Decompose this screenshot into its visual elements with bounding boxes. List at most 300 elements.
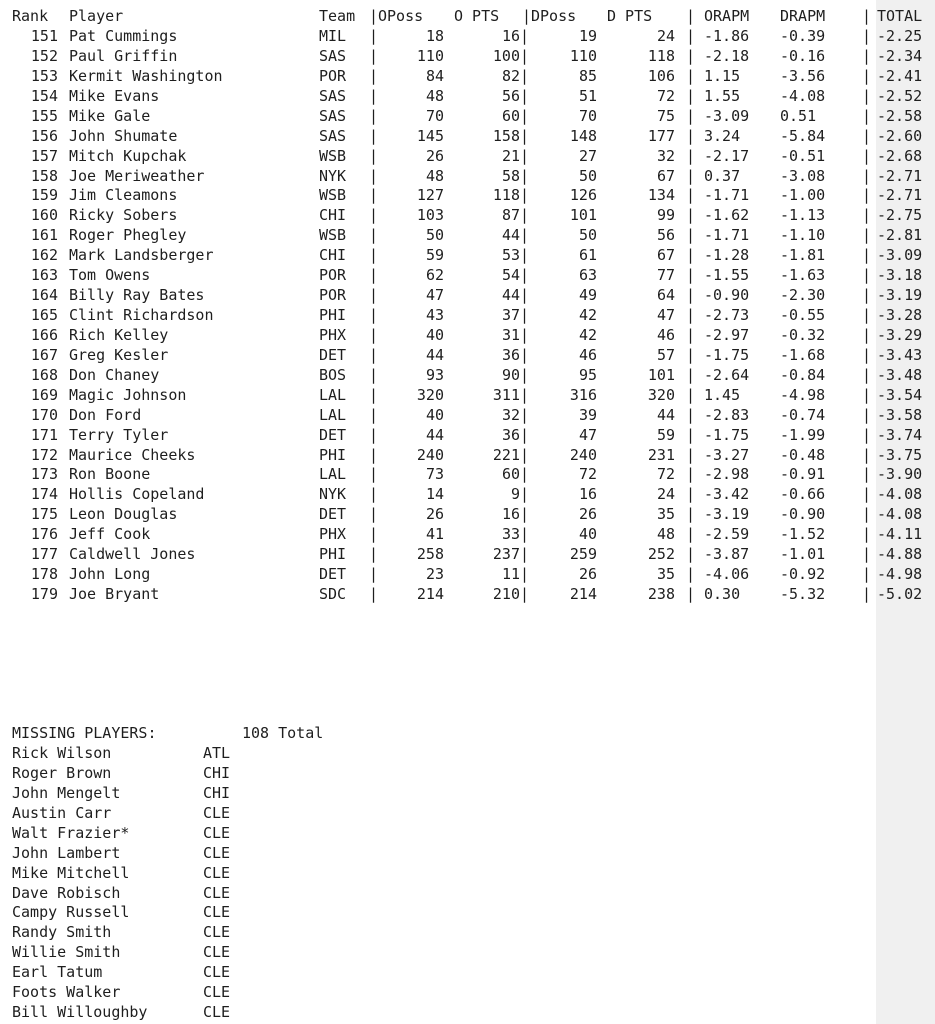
cell-oposs: 50	[425, 226, 444, 245]
cell-player: Rich Kelley	[69, 325, 169, 344]
cell-orapm: 1.15	[704, 66, 741, 85]
cell-drapm: -5.84	[780, 126, 826, 145]
missing-player-name: Randy Smith	[12, 923, 112, 942]
column-separator: |	[862, 345, 872, 364]
column-separator: |	[520, 485, 530, 504]
column-separator: |	[686, 385, 696, 404]
column-separator: |	[520, 365, 530, 384]
cell-opts: 90	[501, 365, 520, 384]
cell-team: PHI	[319, 545, 347, 564]
cell-team: POR	[319, 266, 347, 285]
missing-player-name: John Mengelt	[12, 783, 121, 802]
cell-total: -3.19	[877, 286, 923, 305]
column-separator: |	[369, 166, 379, 185]
cell-dposs: 49	[578, 286, 597, 305]
cell-total: -4.08	[877, 485, 923, 504]
cell-rank: 176	[30, 525, 58, 544]
cell-drapm: -1.01	[780, 545, 826, 564]
column-separator: |	[686, 365, 696, 384]
missing-total: 108 Total	[242, 724, 324, 742]
cell-player: Clint Richardson	[69, 306, 214, 325]
missing-player-team: CLE	[203, 823, 231, 842]
column-separator: |	[520, 345, 530, 364]
cell-dpts: 134	[647, 186, 675, 205]
cell-total: -2.25	[877, 27, 923, 45]
column-separator: |	[369, 325, 379, 344]
cell-opts: 44	[501, 286, 520, 305]
cell-dposs: 214	[569, 585, 597, 604]
cell-dposs: 39	[578, 405, 597, 424]
cell-total: -3.90	[877, 465, 923, 484]
missing-player-name: Dave Robisch	[12, 883, 121, 902]
cell-team: PHX	[319, 325, 347, 344]
column-separator: |	[520, 545, 530, 564]
cell-dposs: 26	[578, 505, 597, 524]
cell-oposs: 214	[416, 585, 444, 604]
header-orapm: ORAPM	[704, 7, 750, 25]
cell-orapm: -3.42	[704, 485, 750, 504]
cell-dposs: 85	[578, 66, 597, 85]
cell-opts: 53	[501, 246, 520, 265]
cell-opts: 54	[501, 266, 520, 285]
missing-header	[0, 723, 324, 743]
cell-player: Joe Meriweather	[69, 166, 205, 185]
column-separator: |	[520, 126, 530, 145]
cell-dpts: 56	[656, 226, 675, 245]
missing-player-name: Rick Wilson	[12, 744, 112, 762]
cell-total: -3.75	[877, 445, 923, 464]
cell-orapm: -1.75	[704, 345, 750, 364]
column-separator: |	[862, 86, 872, 105]
cell-team: SAS	[319, 86, 347, 105]
cell-orapm: -3.27	[704, 445, 750, 464]
cell-opts: 87	[501, 206, 520, 225]
cell-total: -4.98	[877, 565, 923, 584]
missing-player-name: Austin Carr	[12, 803, 112, 822]
cell-oposs: 23	[425, 565, 444, 584]
cell-player: Magic Johnson	[69, 385, 187, 404]
cell-opts: 31	[501, 325, 520, 344]
cell-team: WSB	[319, 186, 347, 205]
cell-opts: 44	[501, 226, 520, 245]
cell-rank: 154	[30, 86, 58, 105]
column-separator: |	[520, 186, 530, 205]
cell-oposs: 40	[425, 325, 444, 344]
cell-opts: 36	[501, 425, 520, 444]
missing-player-name: Campy Russell	[12, 903, 130, 922]
cell-oposs: 70	[425, 106, 444, 125]
cell-rank: 161	[30, 226, 58, 245]
column-separator: |	[686, 206, 696, 225]
cell-dpts: 77	[656, 266, 675, 285]
cell-opts: 210	[492, 585, 520, 604]
missing-player-team: CLE	[203, 943, 231, 962]
cell-orapm: -2.97	[704, 325, 750, 344]
header-opts: O PTS	[454, 7, 500, 25]
cell-dposs: 70	[578, 106, 597, 125]
column-separator: |	[686, 106, 696, 125]
cell-dpts: 252	[647, 545, 675, 564]
cell-team: LAL	[319, 465, 347, 484]
cell-dpts: 320	[647, 385, 675, 404]
column-separator: |	[369, 385, 379, 404]
cell-orapm: -2.17	[704, 146, 750, 165]
cell-player: Jeff Cook	[69, 525, 151, 544]
column-separator: |	[686, 445, 696, 464]
cell-player: Mark Landsberger	[69, 246, 214, 265]
column-separator: |	[686, 27, 696, 45]
column-separator: |	[686, 485, 696, 504]
cell-oposs: 44	[425, 345, 444, 364]
column-separator: |	[686, 585, 696, 604]
cell-total: -2.75	[877, 206, 923, 225]
header-dpts: D PTS	[607, 7, 653, 25]
cell-rank: 173	[30, 465, 58, 484]
cell-drapm: -4.08	[780, 86, 826, 105]
cell-oposs: 26	[425, 505, 444, 524]
cell-team: POR	[319, 286, 347, 305]
column-separator: |	[520, 266, 530, 285]
column-separator: |	[686, 86, 696, 105]
cell-drapm: -1.99	[780, 425, 826, 444]
cell-team: DET	[319, 565, 347, 584]
cell-dpts: 47	[656, 306, 675, 325]
missing-player-team: CLE	[203, 803, 231, 822]
cell-opts: 58	[501, 166, 520, 185]
cell-dpts: 72	[656, 465, 675, 484]
column-separator: |	[686, 246, 696, 265]
cell-rank: 151	[30, 27, 58, 45]
column-separator: |	[686, 525, 696, 544]
cell-team: NYK	[319, 485, 347, 504]
cell-oposs: 258	[416, 545, 444, 564]
column-separator: |	[520, 325, 530, 344]
cell-dposs: 46	[578, 345, 597, 364]
cell-drapm: -0.48	[780, 445, 826, 464]
cell-rank: 152	[30, 46, 58, 65]
cell-oposs: 93	[425, 365, 444, 384]
cell-orapm: -1.28	[704, 246, 750, 265]
cell-dpts: 67	[656, 246, 675, 265]
missing-player-team: CLE	[203, 1003, 231, 1022]
cell-orapm: -3.09	[704, 106, 750, 125]
column-separator: |	[369, 565, 379, 584]
column-separator: |	[862, 505, 872, 524]
column-separator: |	[686, 505, 696, 524]
cell-drapm: 0.51	[780, 106, 817, 125]
cell-drapm: -0.32	[780, 325, 826, 344]
column-separator: |	[520, 86, 530, 105]
cell-player: Hollis Copeland	[69, 485, 205, 504]
cell-opts: 36	[501, 345, 520, 364]
cell-total: -3.48	[877, 365, 923, 384]
cell-opts: 118	[492, 186, 520, 205]
column-separator: |	[862, 66, 872, 85]
cell-player: Leon Douglas	[69, 505, 178, 524]
cell-team: POR	[319, 66, 347, 85]
column-separator: |	[369, 186, 379, 205]
cell-total: -2.52	[877, 86, 923, 105]
missing-player-team: CHI	[203, 763, 231, 782]
table-header	[0, 6, 923, 26]
cell-dpts: 72	[656, 86, 675, 105]
missing-player-name: Earl Tatum	[12, 963, 103, 982]
missing-player-name: John Lambert	[12, 843, 121, 862]
cell-player: John Long	[69, 565, 151, 584]
missing-player-name: Roger Brown	[12, 763, 112, 782]
column-separator: |	[369, 27, 379, 45]
missing-player-team: CLE	[203, 903, 231, 922]
cell-oposs: 103	[416, 206, 444, 225]
column-separator: |	[862, 325, 872, 344]
column-separator: |	[369, 286, 379, 305]
cell-opts: 221	[492, 445, 520, 464]
cell-orapm: -1.62	[704, 206, 750, 225]
missing-player-team: CLE	[203, 983, 231, 1002]
missing-player-name: Bill Willoughby	[12, 1003, 148, 1022]
column-separator: |	[686, 425, 696, 444]
column-separator: |	[369, 66, 379, 85]
cell-drapm: -0.51	[780, 146, 826, 165]
cell-dpts: 101	[647, 365, 675, 384]
cell-total: -3.29	[877, 325, 923, 344]
cell-total: -3.43	[877, 345, 923, 364]
column-separator: |	[862, 206, 872, 225]
column-separator: |	[369, 226, 379, 245]
cell-player: Tom Owens	[69, 266, 151, 285]
column-separator: |	[520, 166, 530, 185]
cell-opts: 32	[501, 405, 520, 424]
cell-oposs: 240	[416, 445, 444, 464]
cell-dpts: 44	[656, 405, 675, 424]
cell-team: SAS	[319, 46, 347, 65]
column-separator: |	[862, 146, 872, 165]
cell-opts: 56	[501, 86, 520, 105]
cell-rank: 163	[30, 266, 58, 285]
cell-player: Billy Ray Bates	[69, 286, 205, 305]
column-separator: |	[520, 385, 530, 404]
column-separator: |	[369, 405, 379, 424]
cell-drapm: -1.10	[780, 226, 826, 245]
cell-orapm: -2.73	[704, 306, 750, 325]
cell-oposs: 26	[425, 146, 444, 165]
column-separator: |	[862, 286, 872, 305]
header-dposs: DPoss	[531, 7, 577, 25]
column-separator: |	[520, 106, 530, 125]
cell-player: Mike Gale	[69, 106, 151, 125]
column-separator: |	[686, 126, 696, 145]
cell-orapm: -1.86	[704, 27, 750, 45]
cell-dposs: 27	[578, 146, 597, 165]
cell-team: WSB	[319, 226, 347, 245]
cell-opts: 158	[492, 126, 520, 145]
cell-rank: 162	[30, 246, 58, 265]
cell-player: Roger Phegley	[69, 226, 187, 245]
column-separator: |	[862, 585, 872, 604]
cell-dpts: 24	[656, 27, 675, 45]
cell-team: DET	[319, 425, 347, 444]
column-separator: |	[520, 425, 530, 444]
column-separator: |	[520, 286, 530, 305]
column-separator: |	[369, 525, 379, 544]
column-separator: |	[686, 405, 696, 424]
cell-orapm: -2.18	[704, 46, 750, 65]
cell-opts: 16	[501, 505, 520, 524]
cell-opts: 60	[501, 106, 520, 125]
cell-drapm: -3.56	[780, 66, 826, 85]
column-separator: |	[369, 266, 379, 285]
cell-opts: 9	[510, 485, 520, 504]
cell-orapm: -4.06	[704, 565, 750, 584]
column-separator: |	[369, 465, 379, 484]
cell-drapm: -0.92	[780, 565, 826, 584]
column-separator: |	[520, 525, 530, 544]
column-separator: |	[862, 445, 872, 464]
cell-player: Ricky Sobers	[69, 206, 178, 225]
column-separator: |	[686, 66, 696, 85]
missing-player-team: CLE	[203, 843, 231, 862]
cell-team: MIL	[319, 27, 347, 45]
cell-dpts: 24	[656, 485, 675, 504]
cell-rank: 157	[30, 146, 58, 165]
missing-player-team: CLE	[203, 963, 231, 982]
column-separator: |	[862, 365, 872, 384]
missing-player-name: Walt Frazier*	[12, 823, 130, 842]
cell-oposs: 44	[425, 425, 444, 444]
cell-dposs: 95	[578, 365, 597, 384]
cell-oposs: 48	[425, 166, 444, 185]
column-separator: |	[369, 485, 379, 504]
missing-title: MISSING PLAYERS:	[12, 724, 157, 742]
cell-team: PHI	[319, 445, 347, 464]
cell-dposs: 51	[578, 86, 597, 105]
cell-oposs: 18	[425, 27, 444, 45]
column-separator: |	[369, 86, 379, 105]
cell-player: Maurice Cheeks	[69, 445, 196, 464]
cell-total: -2.81	[877, 226, 923, 245]
column-separator: |	[862, 465, 872, 484]
cell-team: SDC	[319, 585, 347, 604]
cell-oposs: 41	[425, 525, 444, 544]
cell-opts: 82	[501, 66, 520, 85]
cell-total: -3.28	[877, 306, 923, 325]
cell-drapm: -0.74	[780, 405, 826, 424]
cell-drapm: -1.52	[780, 525, 826, 544]
column-separator: |	[369, 126, 379, 145]
cell-team: NYK	[319, 166, 347, 185]
column-separator: |	[520, 226, 530, 245]
cell-opts: 237	[492, 545, 520, 564]
missing-player-team: CLE	[203, 923, 231, 942]
cell-dposs: 72	[578, 465, 597, 484]
cell-dposs: 16	[578, 485, 597, 504]
cell-oposs: 14	[425, 485, 444, 504]
missing-player-team: CHI	[203, 783, 231, 802]
cell-team: LAL	[319, 405, 347, 424]
column-separator: |	[686, 166, 696, 185]
cell-dposs: 259	[569, 545, 597, 564]
cell-drapm: -0.16	[780, 46, 826, 65]
column-separator: |	[369, 146, 379, 165]
cell-team: PHI	[319, 306, 347, 325]
cell-orapm: 1.55	[704, 86, 741, 105]
cell-drapm: -3.08	[780, 166, 826, 185]
cell-team: DET	[319, 505, 347, 524]
column-separator: |	[862, 266, 872, 285]
cell-orapm: -1.55	[704, 266, 750, 285]
cell-opts: 11	[501, 565, 520, 584]
cell-team: SAS	[319, 106, 347, 125]
cell-dpts: 48	[656, 525, 675, 544]
cell-dpts: 231	[647, 445, 675, 464]
column-separator: |	[369, 365, 379, 384]
column-separator: |	[520, 445, 530, 464]
cell-rank: 177	[30, 545, 58, 564]
cell-orapm: -2.83	[704, 405, 750, 424]
cell-dposs: 47	[578, 425, 597, 444]
cell-orapm: -1.71	[704, 186, 750, 205]
cell-dposs: 50	[578, 166, 597, 185]
cell-dposs: 110	[569, 46, 597, 65]
column-separator: |	[686, 545, 696, 564]
cell-rank: 168	[30, 365, 58, 384]
cell-opts: 100	[492, 46, 520, 65]
header-oposs: OPoss	[378, 7, 424, 25]
header-team: Team	[319, 7, 356, 25]
column-separator: |	[520, 565, 530, 584]
column-separator: |	[369, 425, 379, 444]
cell-oposs: 145	[416, 126, 444, 145]
cell-total: -3.54	[877, 385, 923, 404]
column-separator: |	[369, 106, 379, 125]
header-drapm: DRAPM	[780, 7, 826, 25]
cell-player: John Shumate	[69, 126, 178, 145]
column-separator: |	[862, 106, 872, 125]
cell-rank: 169	[30, 385, 58, 404]
cell-oposs: 43	[425, 306, 444, 325]
column-separator: |	[862, 27, 872, 45]
cell-team: SAS	[319, 126, 347, 145]
column-separator: |	[686, 345, 696, 364]
cell-drapm: -0.84	[780, 365, 826, 384]
cell-player: Paul Griffin	[69, 46, 178, 65]
cell-total: -3.58	[877, 405, 923, 424]
cell-dpts: 46	[656, 325, 675, 344]
cell-drapm: -0.55	[780, 306, 826, 325]
cell-rank: 178	[30, 565, 58, 584]
column-separator: |	[686, 46, 696, 65]
cell-rank: 171	[30, 425, 58, 444]
column-separator: |	[520, 585, 530, 604]
cell-orapm: -2.98	[704, 465, 750, 484]
cell-dpts: 35	[656, 565, 675, 584]
cell-oposs: 40	[425, 405, 444, 424]
cell-player: Caldwell Jones	[69, 545, 196, 564]
column-separator: |	[369, 345, 379, 364]
cell-total: -4.11	[877, 525, 923, 544]
missing-player-team: CLE	[203, 863, 231, 882]
column-separator: |	[862, 485, 872, 504]
column-separator: |	[862, 246, 872, 265]
cell-dpts: 106	[647, 66, 675, 85]
column-separator: |	[369, 306, 379, 325]
cell-team: CHI	[319, 206, 347, 225]
column-separator: |	[862, 405, 872, 424]
cell-rank: 153	[30, 66, 58, 85]
missing-player-name: Foots Walker	[12, 983, 121, 1002]
column-separator: |	[520, 146, 530, 165]
cell-drapm: -0.91	[780, 465, 826, 484]
